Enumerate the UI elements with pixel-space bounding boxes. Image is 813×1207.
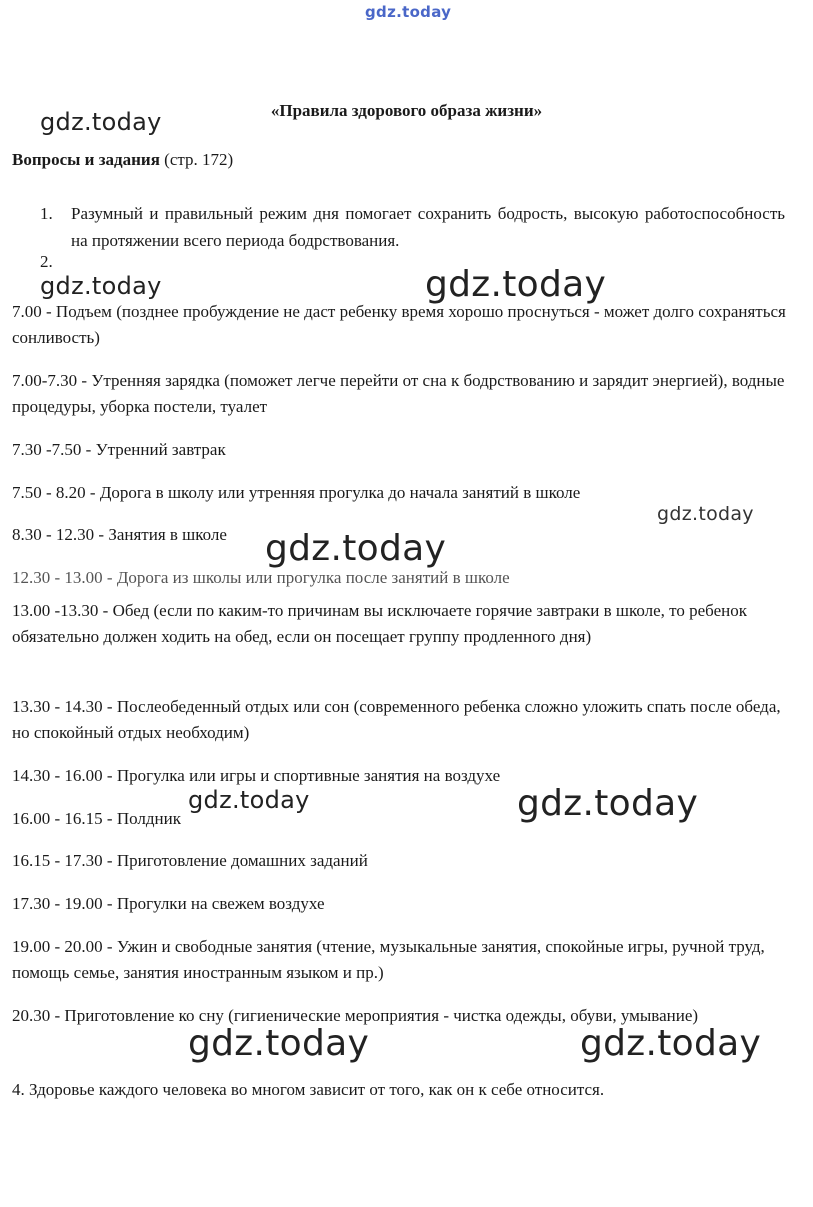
schedule-item: 13.00 -13.30 - Обед (если по каким-то причинам вы исключаете горячие завтраки в школе, то ребенок обязательно должен ходить на обед, если он посещает группу продленного дня) bbox=[12, 601, 747, 646]
page-title: «Правила здорового образа жизни» bbox=[270, 101, 543, 120]
watermark: gdz.today bbox=[188, 1023, 370, 1064]
section-heading bbox=[12, 150, 233, 170]
schedule-item: 16.15 - 17.30 - Приготовление домашних заданий bbox=[12, 851, 368, 870]
schedule-item: 19.00 - 20.00 - Ужин и свободные занятия (чтение, музыкальные занятия, спокойные игры, ручной труд, помощь семье, занятия иностранным языком и пр.) bbox=[12, 937, 765, 982]
watermark-top: gdz.today bbox=[365, 3, 452, 21]
section-heading-page: (стр. 172) bbox=[159, 150, 234, 169]
schedule-item: 12.30 - 13.00 - Дорога из школы или прогулка после занятий в школе bbox=[12, 568, 510, 587]
schedule-item: 17.30 - 19.00 - Прогулки на свежем воздухе bbox=[12, 894, 325, 913]
answer-1-text: Разумный и правильный режим дня помогает сохранить бодрость, высокую работоспособность на протяжении всего периода бодрствования. bbox=[71, 204, 785, 250]
watermark: gdz.today bbox=[188, 786, 310, 814]
watermark: gdz.today bbox=[40, 272, 162, 300]
schedule-item: 7.50 - 8.20 - Дорога в школу или утренняя прогулка до начала занятий в школе bbox=[12, 483, 581, 502]
schedule-item: 7.30 -7.50 - Утренний завтрак bbox=[12, 440, 226, 459]
watermark: gdz.today bbox=[265, 528, 447, 569]
watermark: gdz.today bbox=[40, 108, 162, 136]
schedule-item: 14.30 - 16.00 - Прогулка или игры и спортивные занятия на воздухе bbox=[12, 766, 501, 785]
schedule-item: 20.30 - Приготовление ко сну (гигиенические мероприятия - чистка одежды, обуви, умывание) bbox=[12, 1006, 699, 1025]
schedule-item: 7.00 - Подъем (позднее пробуждение не даст ребенку время хорошо проснуться - может долго сохраняться сонливость) bbox=[12, 302, 786, 347]
watermark: gdz.today bbox=[657, 503, 754, 525]
answer-1 bbox=[40, 200, 785, 254]
answer-1-number: 1. bbox=[40, 204, 53, 223]
watermark: gdz.today bbox=[517, 783, 699, 824]
section-heading-bold: Вопросы и задания bbox=[12, 150, 160, 169]
schedule-item: 16.00 - 16.15 - Полдник bbox=[12, 809, 181, 828]
answer-4: 4. Здоровье каждого человека во многом зависит от того, как он к себе относится. bbox=[12, 1080, 605, 1099]
watermark: gdz.today bbox=[580, 1023, 762, 1064]
schedule-item: 13.30 - 14.30 - Послеобеденный отдых или сон (современного ребенка сложно уложить спать после обеда, но спокойный отдых необходим) bbox=[12, 697, 781, 742]
answer-2-number: 2. bbox=[40, 252, 53, 271]
schedule-item: 7.00-7.30 - Утренняя зарядка (поможет легче перейти от сна к бодрствованию и зарядит энергией), водные процедуры, уборка постели, туалет bbox=[12, 371, 785, 416]
watermark: gdz.today bbox=[425, 264, 607, 305]
schedule-item: 8.30 - 12.30 - Занятия в школе bbox=[12, 525, 227, 544]
